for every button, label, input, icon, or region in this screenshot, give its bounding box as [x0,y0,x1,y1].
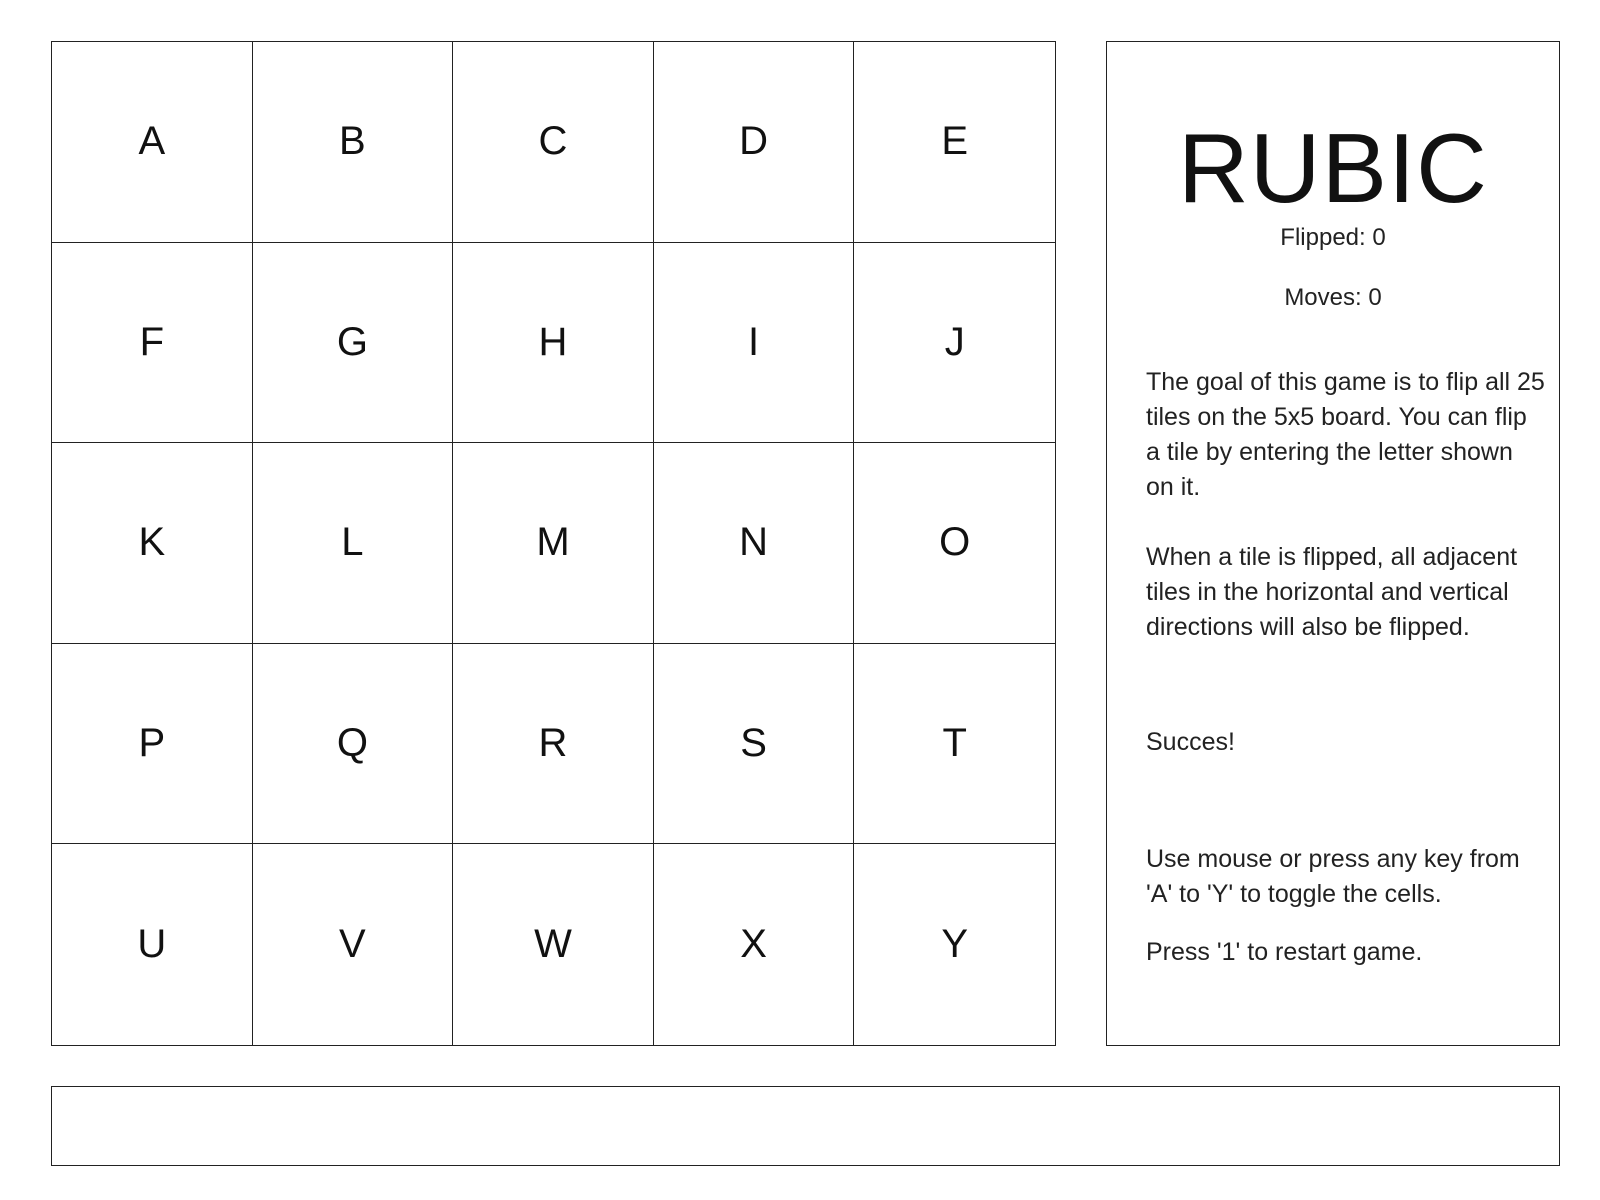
tile-d[interactable]: D [654,42,855,243]
tile-g[interactable]: G [253,243,454,444]
tile-y[interactable]: Y [854,844,1055,1045]
tile-f[interactable]: F [52,243,253,444]
tile-l[interactable]: L [253,443,454,644]
tile-v[interactable]: V [253,844,454,1045]
tile-p[interactable]: P [52,644,253,845]
game-board [51,41,1056,1046]
tile-o[interactable]: O [854,443,1055,644]
tile-i[interactable]: I [654,243,855,444]
tile-x[interactable]: X [654,844,855,1045]
info-panel [1106,41,1560,1046]
tile-h[interactable]: H [453,243,654,444]
tile-u[interactable]: U [52,844,253,1045]
tile-e[interactable]: E [854,42,1055,243]
controls-help: Use mouse or press any key from 'A' to 'Y' to toggle the cells. [1146,845,1520,908]
status-message: Succes! [1146,728,1235,756]
tile-s[interactable]: S [654,644,855,845]
tile-c[interactable]: C [453,42,654,243]
tile-n[interactable]: N [654,443,855,644]
tile-b[interactable]: B [253,42,454,243]
tile-j[interactable]: J [854,243,1055,444]
tile-r[interactable]: R [453,644,654,845]
moves-counter: Moves: 0 [1284,284,1382,311]
tile-w[interactable]: W [453,844,654,1045]
game-title: RUBIC [1178,113,1488,223]
tile-a[interactable]: A [52,42,253,243]
tile-k[interactable]: K [52,443,253,644]
goal-description: The goal of this game is to flip all 25 tiles on the 5x5 board. You can flip a tile by entering the letter shown on it. [1146,368,1545,501]
flipped-counter: Flipped: 0 [1280,224,1386,251]
tile-m[interactable]: M [453,443,654,644]
command-input[interactable] [51,1086,1560,1166]
tile-t[interactable]: T [854,644,1055,845]
restart-help: Press '1' to restart game. [1146,938,1423,966]
tile-q[interactable]: Q [253,644,454,845]
rule-description: When a tile is flipped, all adjacent tiles in the horizontal and vertical directions will also be flipped. [1146,543,1518,641]
